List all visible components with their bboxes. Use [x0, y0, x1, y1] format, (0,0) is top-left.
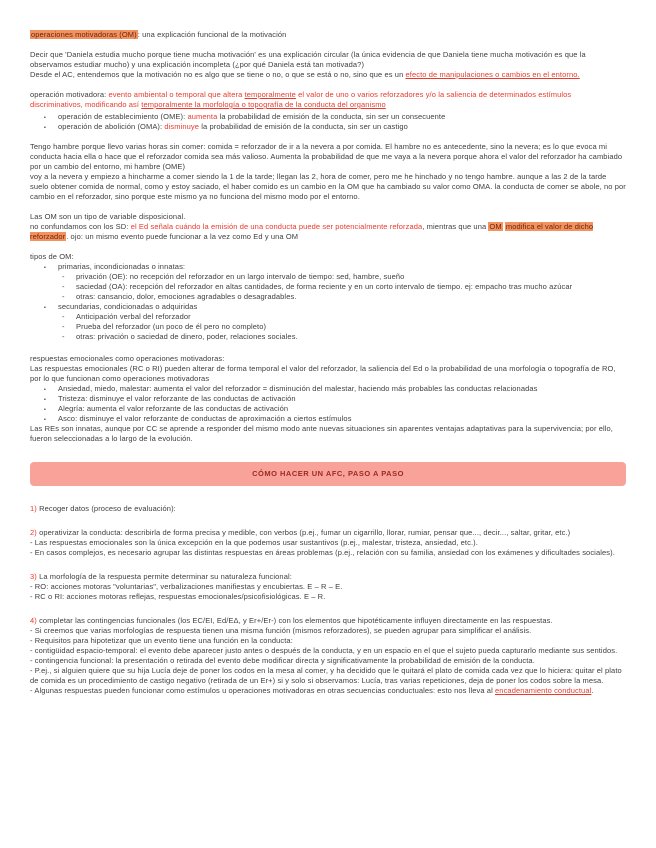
text-segment: otras: cansancio, dolor, emociones agradables o desagradables.	[76, 292, 297, 301]
paragraph	[30, 548, 626, 558]
paragraph	[30, 364, 626, 384]
text-segment: no confundamos con los SD:	[30, 222, 131, 231]
text-segment: - Las respuestas emocionales son la única excepción en la que podemos usar sustantivos (p.ej., malestar, tristeza, ansiedad, etc.).	[30, 538, 478, 547]
text-segment: Tristeza: disminuye el valor reforzante de las conductas de activación	[58, 394, 296, 403]
text-segment: - RO: acciones motoras "voluntarias", verbalizaciones manifiestas y encubiertas. E – R – E.	[30, 582, 343, 591]
paragraph	[30, 504, 626, 514]
bullet-item	[30, 312, 626, 322]
text-segment: Las respuestas emocionales (RC o RI) pueden alterar de forma temporal el valor del reforzador, la saliencia del Ed o la probabilidad de una morfología o topografía de RO, por lo que funcionan como operaciones motivadoras	[30, 364, 616, 383]
paragraph	[30, 172, 626, 202]
text-segment: - RC o RI: acciones motoras reflejas, respuestas emocionales/psicofisiológicas. E – R.	[30, 592, 326, 601]
text-segment: Tengo hambre porque llevo varias horas sin comer: comida = reforzador de ir a la nevera a por comida. El hambre no es antecedente, sino la nevera; es lo que evoca mi conducta hacia ella o hace que el reforzador comida sea más valioso. Aumenta la probabilidad de que me vaya a la nevera porque ahora el valor del reforzador ha cambiado por un cambio del entorno, mi hambre (OME)	[30, 142, 623, 171]
bullet-item	[30, 272, 626, 282]
paragraph	[30, 616, 626, 626]
text-segment: 1)	[30, 504, 40, 513]
text-segment: operación de abolición (OMA):	[58, 122, 165, 131]
paragraph	[30, 50, 626, 70]
text-segment: el Ed señala cuándo la emisión de una conducta puede ser potencialmente reforzada	[130, 222, 423, 231]
text-segment: - Requisitos para hipotetizar que un evento tiene una función en la conducta:	[30, 636, 293, 645]
paragraph	[30, 666, 626, 686]
bullet-item	[30, 404, 626, 414]
bullet-item	[30, 394, 626, 404]
paragraph	[30, 572, 626, 582]
bullet-item	[30, 332, 626, 342]
text-segment: La morfología de la respuesta permite determinar su naturaleza funcional:	[39, 572, 292, 581]
text-segment: operaciones motivadoras (OM)	[31, 30, 137, 39]
text-segment: 2)	[30, 528, 40, 537]
text-segment: operación de establecimiento (OME):	[58, 112, 188, 121]
bullet-item	[30, 262, 626, 272]
bullet-item	[30, 282, 626, 292]
text-segment: modifica el valor de dicho reforzador	[30, 222, 594, 241]
text-segment: - Si creemos que varias morfologías de respuesta tienen una misma función (mismos reforzadores), se pueden agrupar para simplificar el análisis.	[30, 626, 532, 635]
bullet-item	[30, 384, 626, 394]
paragraph	[30, 212, 626, 222]
text-segment: - P.ej., si alguien quiere que su hija Lucía deje de poner los codos en la mesa al comer, y ha decidido que le quitará el plato de comida cada vez que lo hiciera: quitar el plato de comida es un procedimiento de castigo negativo (retirada de un Er+) si y solo si observamos: Lucía, tras varias repeticiones, deja de poner los codos sobre la mesa.	[30, 666, 622, 685]
bullet-item	[30, 292, 626, 302]
text-segment: Desde el AC, entendemos que la motivación no es algo que se tiene o no, o que se está o no, sino que es un	[30, 70, 406, 79]
paragraph	[30, 626, 626, 636]
text-segment: privación (OE): no recepción del reforzador en un largo intervalo de tiempo: sed, hambre, sueño	[76, 272, 405, 281]
paragraph	[30, 592, 626, 602]
text-segment: Las REs son innatas, aunque por CC se aprende a responder del mismo modo ante nuevas situaciones sin aparentes ventajas adaptativas para la supervivencia; por ello, fueron seleccionadas a lo largo de la evolución.	[30, 424, 613, 443]
text-segment: temporalmente la morfología o topografía de la conducta del organismo	[141, 100, 386, 109]
text-segment: operativizar la conducta: describirla de forma precisa y medible, con verbos (p.ej., fumar un cigarrillo, llorar, rumiar, pensar que..., decir..., saltar, gritar, etc.)	[39, 528, 571, 537]
text-segment: 3)	[30, 572, 40, 581]
text-segment: - contigüidad espacio-temporal: el evento debe aparecer justo antes o después de la conducta, y en un espacio en el que el sujeto pueda capturarlo mediante sus sentidos.	[30, 646, 618, 655]
text-segment: secundarias, condicionadas o adquiridas	[58, 302, 198, 311]
bullet-item	[30, 414, 626, 424]
text-segment: otras: privación o saciedad de dinero, poder, relaciones sociales.	[76, 332, 298, 341]
text-segment: aumenta	[187, 112, 218, 121]
paragraph	[30, 252, 626, 262]
text-segment: Prueba del reforzador (un poco de él pero no completo)	[76, 322, 267, 331]
text-segment: efecto de manipulaciones o cambios en el entorno.	[405, 70, 580, 79]
text-segment: tipos de OM:	[30, 252, 74, 261]
paragraph	[30, 646, 626, 656]
paragraph	[30, 30, 626, 40]
paragraph	[30, 142, 626, 172]
text-segment: primarias, incondicionadas o innatas:	[58, 262, 186, 271]
bullet-item	[30, 112, 626, 122]
paragraph	[30, 656, 626, 666]
text-segment: - En casos complejos, es necesario agrupar las distintas respuestas en áreas problemas (p.ej., relación con su familia, ansiedad con los exámenes y dificultades sociales).	[30, 548, 615, 557]
paragraph	[30, 538, 626, 548]
text-segment: la probabilidad de emisión de la conducta, sin ser un castigo	[199, 122, 408, 131]
text-segment: respuestas emocionales como operaciones motivadoras:	[30, 354, 225, 363]
paragraph	[30, 424, 626, 444]
text-segment: , mientras que una	[422, 222, 489, 231]
text-segment: Anticipación verbal del reforzador	[76, 312, 191, 321]
paragraph	[30, 636, 626, 646]
paragraph	[30, 528, 626, 538]
paragraph	[30, 70, 626, 80]
text-segment: el valor de uno o varios reforzadores y/o la saliencia de determinados estímulos discriminativos, modificando así	[30, 90, 572, 109]
text-segment: evento ambiental o temporal que altera	[108, 90, 245, 99]
text-segment: la probabilidad de emisión de la conducta, sin ser un consecuente	[217, 112, 446, 121]
text-segment: OM	[489, 222, 502, 231]
text-segment: Las OM son un tipo de variable disposicional.	[30, 212, 186, 221]
text-segment: . ojo: un mismo evento puede funcionar a la vez como Ed y una OM	[66, 232, 299, 241]
text-segment: CÓMO HACER UN AFC, PASO A PASO	[252, 469, 404, 478]
paragraph	[30, 90, 626, 110]
text-segment: Recoger datos (proceso de evaluación):	[39, 504, 176, 513]
paragraph	[30, 582, 626, 592]
text-segment: - contingencia funcional: la presentación o retirada del evento debe modificar directa y significativamente la probabilidad de emisión de la conducta.	[30, 656, 535, 665]
text-segment: completar las contingencias funcionales (los EC/EI, Ed/EΔ, y Er+/Er-) con los elementos que hipotéticamente influyen directamente en las respuestas.	[39, 616, 553, 625]
text-segment: Ansiedad, miedo, malestar: aumenta el valor del reforzador = disminución del malestar, haciendo más probables las conductas relacionadas	[58, 384, 538, 393]
text-segment: .	[591, 686, 594, 695]
text-segment: voy a la nevera y empiezo a hincharme a comer siendo la 1 de la tarde; llegan las 2, hora de comer, pero me he hinchado y no tengo hambre. aunque a las 2 de la tarde suelo obtener comida de normal, como y estoy saciado, el haber comido es un cambio en la OM que ha cambiado su valor como OMA. la conducta de comer se abole, no por cambio en el reforzador, sino porque este mismo ya no funciona del mismo modo por el entorno.	[30, 172, 626, 201]
paragraph	[30, 354, 626, 364]
paragraph	[30, 222, 626, 242]
text-segment: - Algunas respuestas pueden funcionar como estímulos u operaciones motivadoras en otras secuencias conductuales: esto nos lleva al	[30, 686, 496, 695]
text-segment: Asco: disminuye el valor reforzante de conductas de aproximación a ciertos estímulos	[58, 414, 352, 423]
bullet-item	[30, 302, 626, 312]
bullet-item	[30, 322, 626, 332]
text-segment: : una explicación funcional de la motivación	[137, 30, 287, 39]
paragraph	[30, 686, 626, 696]
text-segment: operación motivadora:	[30, 90, 109, 99]
text-segment: temporalmente	[244, 90, 296, 99]
text-segment: Decir que 'Daniela estudia mucho porque tiene mucha motivación' es una explicación circular (la única evidencia de que Daniela tiene mucha motivación es que la observamos estudiar mucho) y una explicación incompleta (¿por qué Daniela está tan motivada?)	[30, 50, 586, 69]
text-segment: Alegría: aumenta el valor reforzante de las conductas de activación	[58, 404, 289, 413]
text-segment: disminuye	[164, 122, 200, 131]
text-segment: saciedad (OA): recepción del reforzador en altas cantidades, de forma reciente y en un corto intervalo de tiempo. ej: empacho tras mucho azúcar	[76, 282, 573, 291]
section-banner	[30, 462, 626, 486]
text-segment: 4)	[30, 616, 40, 625]
bullet-item	[30, 122, 626, 132]
text-segment: encadenamiento conductual	[495, 686, 592, 695]
